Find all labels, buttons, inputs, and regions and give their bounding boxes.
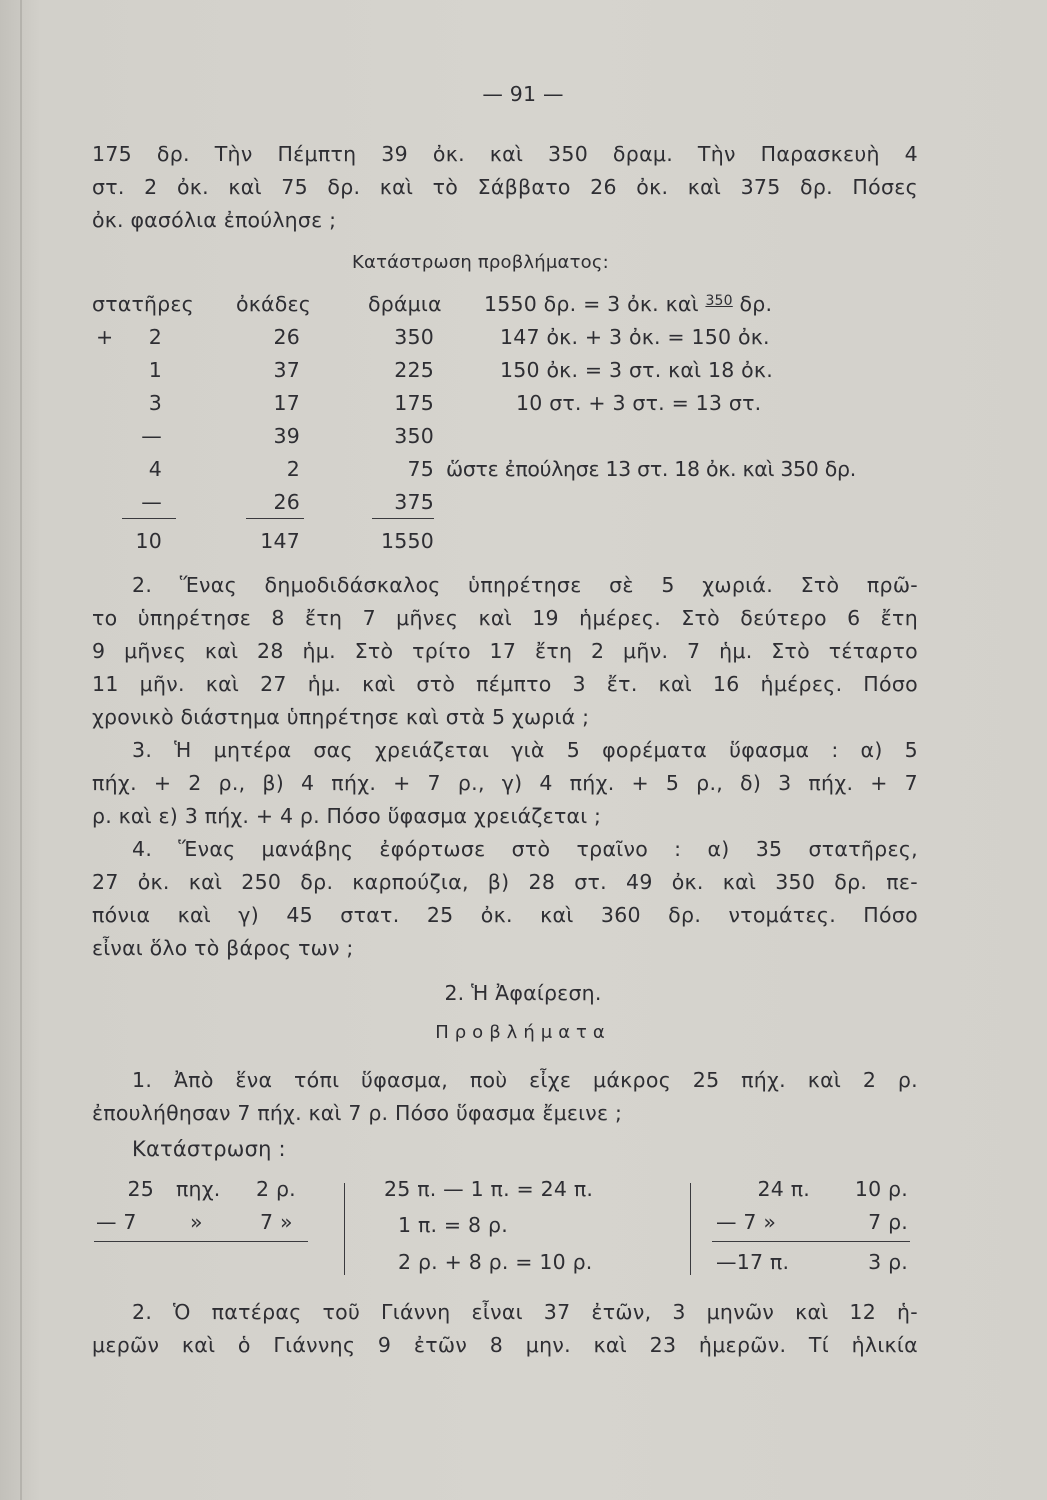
cell-okades: 26: [273, 325, 300, 349]
total-okades: 147: [260, 529, 300, 553]
column-separator: [344, 1183, 345, 1275]
cell-okades: 17: [273, 391, 300, 415]
cell-okades: 2: [286, 457, 300, 481]
problem-line: χρονικὸ διάστημα ὑπηρέτησε καὶ στὰ 5 χωριά ;: [92, 705, 590, 729]
column-separator: [690, 1183, 691, 1275]
cell-staters: —: [141, 490, 162, 514]
cell: — 7 »: [716, 1210, 777, 1234]
calc-result: ὥστε ἐπούλησε 13 στ. 18 ὀκ. καὶ 350 δρ.: [446, 457, 856, 481]
section-title: 2. Ἡ Ἀφαίρεση.: [444, 981, 602, 1005]
intro-line: ὀκ. φασόλια ἐπούλησε ;: [92, 208, 337, 232]
cell: 7 »: [260, 1210, 293, 1234]
cell: »: [190, 1210, 203, 1234]
calc-line: 2 ρ. + 8 ρ. = 10 ρ.: [398, 1250, 593, 1274]
cell-okades: 37: [273, 358, 300, 382]
problem-line: 2. Ἕνας δημοδιδάσκαλος ὑπηρέτησε σὲ 5 χωριά. Στὸ πρῶ-: [132, 573, 918, 597]
problem-line: 4. Ἕνας μανάβης ἐφόρτωσε στὸ τραῖνο : α) 35 στατῆρες,: [132, 837, 918, 861]
cell: —17 π.: [716, 1250, 790, 1274]
layout-title: Κατάστρωση προβλήματος:: [352, 252, 609, 273]
cell-dramia: 375: [394, 490, 434, 514]
cell: 10 ρ.: [854, 1177, 908, 1201]
calc-line: 10 στ. + 3 στ. = 13 στ.: [516, 391, 762, 415]
cell-dramia: 225: [394, 358, 434, 382]
problem-line: 2. Ὁ πατέρας τοῦ Γιάννη εἶναι 37 ἐτῶν, 3 μηνῶν καὶ 12 ἡ-: [132, 1300, 918, 1324]
calc-line: 25 π. — 1 π. = 24 π.: [384, 1177, 594, 1201]
intro-line: 175 δρ. Τὴν Πέμπτη 39 ὀκ. καὶ 350 δραμ. Τὴν Παρασκευὴ 4: [92, 142, 918, 166]
page-edge-shadow: [20, 0, 22, 1500]
cell-staters: 3: [148, 391, 162, 415]
cell: πηχ.: [176, 1177, 221, 1201]
problem-line: 1. Ἀπὸ ἕνα τόπι ὕφασμα, ποὺ εἶχε μάκρος 25 πήχ. καὶ 2 ρ.: [132, 1068, 918, 1092]
problem-line: ἐπουλήθησαν 7 πήχ. καὶ 7 ρ. Πόσο ὕφασμα ἔμεινε ;: [92, 1101, 623, 1125]
problem-line: πήχ. + 2 ρ., β) 4 πήχ. + 7 ρ., γ) 4 πήχ. + 5 ρ., δ) 3 πήχ. + 7: [92, 771, 918, 795]
cell: 2 ρ.: [256, 1177, 296, 1201]
cell: 7 ρ.: [868, 1210, 908, 1234]
calc-text: δρ.: [739, 292, 773, 316]
calc-text: 1550 δρ. = 3 ὀκ. καὶ: [484, 292, 699, 316]
total-dramia: 1550: [381, 529, 434, 553]
cell: 3 ρ.: [868, 1250, 908, 1274]
cell: 24 π.: [757, 1177, 810, 1201]
layout-title: Κατάστρωση :: [132, 1137, 286, 1161]
header-dramia: δράμια: [368, 292, 442, 316]
header-staters: στατῆρες: [92, 292, 194, 316]
intro-line: στ. 2 ὀκ. καὶ 75 δρ. καὶ τὸ Σάββατο 26 ὀκ. καὶ 375 δρ. Πόσες: [92, 175, 918, 199]
cell-okades: 39: [273, 424, 300, 448]
cell-staters: 1: [148, 358, 162, 382]
section-subtitle: Προβλήματα: [435, 1022, 611, 1043]
problem-line: ρ. καὶ ε) 3 πήχ. + 4 ρ. Πόσο ὕφασμα χρειάζεται ;: [92, 804, 602, 828]
cell-dramia: 75: [407, 457, 434, 481]
sum-underline: [94, 1241, 308, 1242]
calc-line: 147 ὀκ. + 3 ὀκ. = 150 ὀκ.: [500, 325, 770, 349]
sum-underline: [246, 518, 304, 519]
calc-line: [484, 294, 772, 315]
sum-underline: [712, 1241, 910, 1242]
cell-staters: 2: [148, 325, 162, 349]
problem-line: 27 ὀκ. καὶ 250 δρ. καρπούζια, β) 28 στ. 49 ὀκ. καὶ 350 δρ. πε-: [92, 870, 918, 894]
cell-dramia: 350: [394, 424, 434, 448]
problem-line: το ὑπηρέτησε 8 ἔτη 7 μῆνες καὶ 19 ἡμέρες. Στὸ δεύτερο 6 ἔτη: [92, 606, 918, 630]
problem-line: μερῶν καὶ ὁ Γιάννης 9 ἐτῶν 8 μην. καὶ 23 ἡμερῶν. Τί ἡλικία: [92, 1333, 918, 1357]
cell-okades: 26: [273, 490, 300, 514]
fraction-numerator: 350: [705, 293, 733, 309]
problem-line: 9 μῆνες καὶ 28 ἡμ. Στὸ τρίτο 17 ἔτη 2 μῆν. 7 ἡμ. Στὸ τέταρτο: [92, 639, 918, 663]
header-okades: ὀκάδες: [236, 292, 311, 316]
sum-underline: [372, 518, 434, 519]
plus-sign: +: [96, 325, 114, 349]
cell-staters: —: [141, 424, 162, 448]
problem-line: 3. Ἡ μητέρα σας χρειάζεται γιὰ 5 φορέματα ὕφασμα : α) 5: [132, 738, 918, 762]
problem-line: πόνια καὶ γ) 45 στατ. 25 ὀκ. καὶ 360 δρ. ντομάτες. Πόσο: [92, 903, 918, 927]
page-number: — 91 —: [482, 82, 564, 106]
sum-underline: [122, 518, 176, 519]
problem-line: 11 μῆν. καὶ 27 ἡμ. καὶ στὸ πέμπτο 3 ἔτ. καὶ 16 ἡμέρες. Πόσο: [92, 672, 918, 696]
cell-dramia: 350: [394, 325, 434, 349]
total-staters: 10: [135, 529, 162, 553]
problem-line: εἶναι ὅλο τὸ βάρος των ;: [92, 936, 354, 960]
calc-line: 1 π. = 8 ρ.: [398, 1213, 508, 1237]
cell-dramia: 175: [394, 391, 434, 415]
calc-line: 150 ὀκ. = 3 στ. καὶ 18 ὀκ.: [500, 358, 773, 382]
cell: — 7: [96, 1210, 137, 1234]
cell-staters: 4: [148, 457, 162, 481]
cell: 25: [127, 1177, 154, 1201]
